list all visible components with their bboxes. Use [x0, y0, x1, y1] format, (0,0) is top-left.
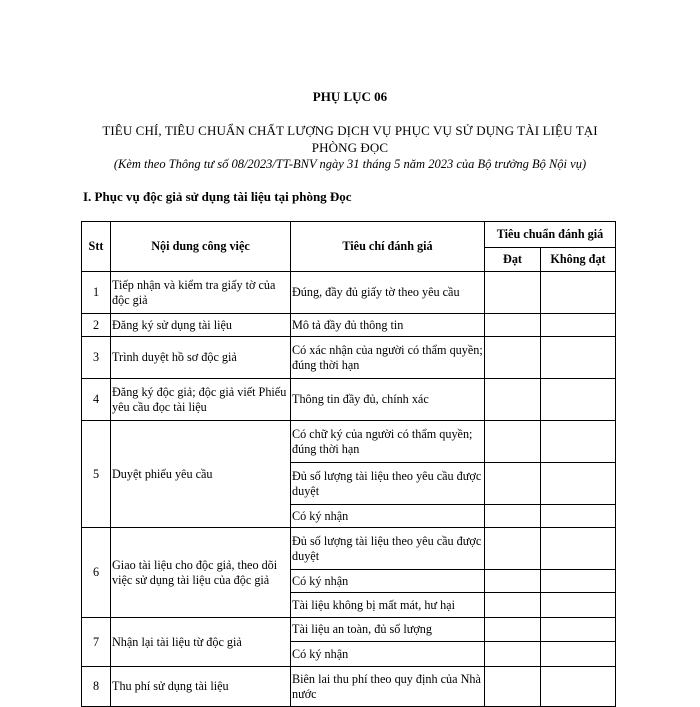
criteria-cell: Thông tin đầy đủ, chính xác	[291, 379, 485, 421]
criteria-cell: Đủ số lượng tài liệu theo yêu cầu được duyệt	[291, 528, 485, 570]
fail-cell	[541, 337, 616, 379]
header-pass: Đạt	[485, 248, 541, 272]
pass-cell	[485, 272, 541, 314]
table-row	[82, 618, 616, 642]
fail-cell	[541, 642, 616, 667]
fail-cell	[541, 618, 616, 642]
pass-cell	[485, 593, 541, 618]
pass-cell	[485, 505, 541, 528]
appendix-label: PHỤ LỤC 06	[312, 89, 388, 104]
row-number: 5	[82, 421, 111, 528]
header-content: Nội dung công việc	[111, 222, 291, 272]
task-content: Trình duyệt hồ sơ độc giả	[111, 337, 291, 379]
pass-cell	[485, 463, 541, 505]
row-number: 4	[82, 379, 111, 421]
section-title: I. Phục vụ độc giả sử dụng tài liệu tại phòng Đọc	[83, 189, 352, 204]
row-number: 7	[82, 618, 111, 667]
pass-cell	[485, 421, 541, 463]
criteria-cell: Có ký nhận	[291, 570, 485, 593]
header-fail: Không đạt	[541, 248, 616, 272]
pass-cell	[485, 379, 541, 421]
fail-cell	[541, 463, 616, 505]
task-content: Thu phí sử dụng tài liệu	[111, 667, 291, 707]
header-stt: Stt	[82, 222, 111, 272]
table-row	[82, 314, 616, 337]
criteria-cell: Mô tả đầy đủ thông tin	[291, 314, 485, 337]
table-row	[82, 667, 616, 707]
criteria-cell: Có ký nhận	[291, 642, 485, 667]
task-content: Giao tài liệu cho độc giả, theo dõi việc sử dụng tài liệu của độc giả	[111, 528, 291, 618]
document-subtitle: (Kèm theo Thông tư số 08/2023/TT-BNV ngày 31 tháng 5 năm 2023 của Bộ trưởng Bộ Nội vụ)	[113, 157, 587, 171]
criteria-cell: Tài liệu an toàn, đủ số lượng	[291, 618, 485, 642]
table-row	[82, 528, 616, 570]
row-number: 2	[82, 314, 111, 337]
table-row	[82, 421, 616, 463]
header-criteria: Tiêu chí đánh giá	[291, 222, 485, 272]
fail-cell	[541, 593, 616, 618]
table-row	[82, 337, 616, 379]
fail-cell	[541, 528, 616, 570]
fail-cell	[541, 570, 616, 593]
fail-cell	[541, 272, 616, 314]
task-content: Đăng ký độc giả; độc giả viết Phiếu yêu cầu đọc tài liệu	[111, 379, 291, 421]
criteria-cell: Đúng, đầy đủ giấy tờ theo yêu cầu	[291, 272, 485, 314]
header-standard: Tiêu chuẩn đánh giá	[485, 222, 616, 248]
criteria-cell: Đủ số lượng tài liệu theo yêu cầu được duyệt	[291, 463, 485, 505]
fail-cell	[541, 667, 616, 707]
row-number: 6	[82, 528, 111, 618]
criteria-cell: Biên lai thu phí theo quy định của Nhà nước	[291, 667, 485, 707]
pass-cell	[485, 570, 541, 593]
row-number: 8	[82, 667, 111, 707]
document-title: TIÊU CHÍ, TIÊU CHUẨN CHẤT LƯỢNG DỊCH VỤ PHỤC VỤ SỬ DỤNG TÀI LIỆU TẠI PHÒNG ĐỌC	[102, 123, 598, 155]
criteria-cell: Có chữ ký của người có thẩm quyền; đúng thời hạn	[291, 421, 485, 463]
fail-cell	[541, 421, 616, 463]
pass-cell	[485, 618, 541, 642]
criteria-cell: Có xác nhận của người có thẩm quyền; đúng thời hạn	[291, 337, 485, 379]
pass-cell	[485, 642, 541, 667]
criteria-cell: Tài liệu không bị mất mát, hư hại	[291, 593, 485, 618]
pass-cell	[485, 314, 541, 337]
task-content: Đăng ký sử dụng tài liệu	[111, 314, 291, 337]
task-content: Tiếp nhận và kiểm tra giấy tờ của độc giả	[111, 272, 291, 314]
row-number: 3	[82, 337, 111, 379]
fail-cell	[541, 314, 616, 337]
table-row	[82, 379, 616, 421]
task-content: Nhận lại tài liệu từ độc giả	[111, 618, 291, 667]
pass-cell	[485, 667, 541, 707]
fail-cell	[541, 505, 616, 528]
pass-cell	[485, 337, 541, 379]
fail-cell	[541, 379, 616, 421]
criteria-table	[81, 221, 616, 707]
pass-cell	[485, 528, 541, 570]
table-row	[82, 272, 616, 314]
task-content: Duyệt phiếu yêu cầu	[111, 421, 291, 528]
row-number: 1	[82, 272, 111, 314]
criteria-cell: Có ký nhận	[291, 505, 485, 528]
